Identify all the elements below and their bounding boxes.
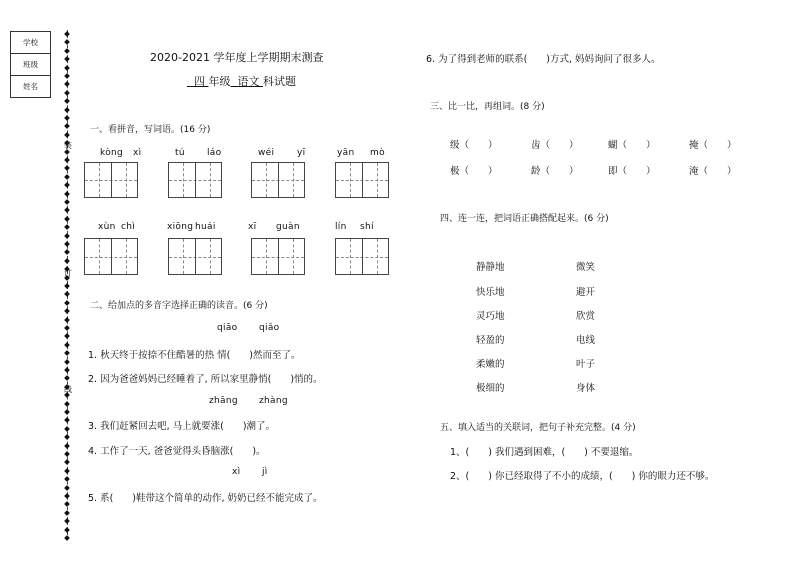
compare-3b: 即（ ） (608, 166, 656, 177)
binding-diamond (64, 166, 70, 172)
match-left-item[interactable]: 灵巧地 (476, 311, 505, 322)
conjunction-item-1: 1、( ) 我们遇到困难，( ) 不要退缩。 (450, 447, 639, 458)
binding-diamond (64, 216, 70, 222)
compare-1a: 级（ ） (450, 140, 498, 151)
writing-grid[interactable] (168, 238, 222, 275)
exam-title: 2020-2021 学年度上学期期末测查 (150, 51, 324, 64)
writing-grid[interactable] (84, 238, 138, 275)
binding-diamond (64, 124, 70, 130)
binding-diamond (64, 31, 70, 37)
grade-label: 年级 (208, 75, 231, 88)
binding-diamond (64, 468, 70, 474)
question-4: 4. 工作了一天, 爸爸觉得头昏脑涨( )。 (88, 446, 266, 457)
binding-diamond (64, 367, 70, 373)
reading-option-qiao3: qiǎo (259, 323, 280, 333)
school-label: 学校 (11, 32, 51, 54)
pinyin-3a: wéi (258, 148, 275, 158)
match-left-item[interactable]: 静静地 (476, 262, 505, 273)
binding-diamond (64, 82, 70, 88)
binding-diamond (64, 460, 70, 466)
pinyin-1b: xì (133, 148, 142, 158)
question-1: 1. 秋天终于按捺不住酷暑的热 情( )然而至了。 (88, 350, 301, 361)
match-right-item[interactable]: 避开 (576, 287, 596, 298)
compare-3a: 蝴（ ） (608, 140, 656, 151)
binding-diamond (64, 418, 70, 424)
writing-grid[interactable] (251, 162, 305, 198)
binding-diamond (64, 191, 70, 197)
binding-diamond (64, 115, 70, 121)
binding-diamond (64, 376, 70, 382)
match-right-item[interactable]: 欣赏 (576, 311, 596, 322)
binding-diamond (64, 527, 70, 533)
binding-diamond (64, 535, 70, 541)
match-left-item[interactable]: 极细的 (476, 383, 505, 394)
reading-option-ji: jì (262, 467, 268, 477)
binding-diamond (64, 443, 70, 449)
match-right-item[interactable]: 电线 (576, 335, 596, 346)
binding-diamond (64, 56, 70, 62)
compare-1b: 极（ ） (450, 166, 498, 177)
pinyin-3b: yī (297, 148, 306, 158)
binding-diamond (64, 426, 70, 432)
writing-grid[interactable] (84, 162, 138, 198)
binding-char-zhuang: 装 (64, 141, 72, 150)
exam-subtitle (187, 73, 296, 89)
binding-diamond (64, 308, 70, 314)
binding-diamond (64, 401, 70, 407)
binding-diamond (64, 292, 70, 298)
binding-diamond (64, 73, 70, 79)
pinyin-6b: huái (195, 222, 216, 232)
pinyin-7a: xī (248, 222, 257, 232)
reading-option-xi: xì (232, 467, 241, 477)
binding-diamond (64, 157, 70, 163)
grade-value: 四 (194, 75, 205, 88)
section4-heading: 四、连一连，把词语正确搭配起来。(6 分) (440, 214, 609, 224)
class-label: 班级 (11, 54, 51, 76)
pinyin-8b: shí (360, 222, 374, 232)
binding-diamond (64, 174, 70, 180)
binding-diamond (64, 182, 70, 188)
name-label: 姓名 (11, 76, 51, 98)
pinyin-5a: xùn (98, 222, 116, 232)
reading-option-zhang3: zhāng (209, 396, 238, 406)
section1-heading: 一、看拼音，写词语。(16 分) (90, 125, 211, 135)
pinyin-5b: chì (121, 222, 136, 232)
question-6: 6. 为了得到老师的联系( )方式, 妈妈询问了很多人。 (426, 54, 661, 65)
pinyin-4b: mò (370, 148, 385, 158)
binding-diamond (64, 250, 70, 256)
match-left-item[interactable]: 柔嫩的 (476, 359, 505, 370)
pinyin-8a: lín (335, 222, 347, 232)
binding-diamond (64, 409, 70, 415)
writing-grid[interactable] (168, 162, 222, 198)
match-right-item[interactable]: 叶子 (576, 359, 596, 370)
binding-diamond (64, 350, 70, 356)
binding-diamond (64, 107, 70, 113)
question-2: 2. 因为爸爸妈妈已经睡着了, 所以家里静悄( )悄的。 (88, 374, 323, 385)
binding-diamond (64, 502, 70, 508)
section3-heading: 三、比一比，再组词。(8 分) (430, 102, 545, 112)
compare-4b: 淹（ ） (689, 166, 737, 177)
binding-diamond (64, 342, 70, 348)
binding-diamond (64, 317, 70, 323)
pinyin-4a: yān (337, 148, 355, 158)
reading-option-qiao1: qiāo (217, 323, 238, 333)
binding-diamond (64, 224, 70, 230)
section5-heading: 五、填入适当的关联词，把句子补充完整。(4 分) (440, 423, 636, 433)
binding-diamond (64, 359, 70, 365)
compare-2a: 齿（ ） (531, 140, 579, 151)
binding-diamond (64, 233, 70, 239)
match-right-item[interactable]: 身体 (576, 383, 596, 394)
pinyin-1a: kòng (100, 148, 124, 158)
binding-diamond (64, 258, 70, 264)
question-5: 5. 系( )鞋带这个简单的动作, 奶奶已经不能完成了。 (88, 493, 323, 504)
compare-2b: 龄（ ） (531, 166, 579, 177)
match-left-item[interactable]: 快乐地 (476, 287, 505, 298)
conjunction-item-2: 2、( ) 你已经取得了不小的成绩，( ) 你的眼力还不够。 (450, 471, 715, 482)
binding-diamond (64, 65, 70, 71)
question-3: 3. 我们赶紧回去吧, 马上就要涨( )潮了。 (88, 421, 276, 432)
binding-diamond (64, 98, 70, 104)
student-info-table (10, 31, 51, 98)
binding-diamond (64, 48, 70, 54)
subject-value: 语文 (237, 75, 260, 88)
pinyin-6a: xiōng (167, 222, 194, 232)
pinyin-2a: tú (175, 148, 185, 158)
binding-diamond (64, 518, 70, 524)
binding-diamond (64, 451, 70, 457)
binding-diamond (64, 493, 70, 499)
match-left-item[interactable]: 轻盈的 (476, 335, 505, 346)
subject-suffix: 科试题 (263, 75, 296, 88)
match-right-item[interactable]: 微笑 (576, 262, 596, 273)
section2-heading: 二、给加点的多音字选择正确的读音。(6 分) (90, 301, 268, 311)
binding-diamond (64, 283, 70, 289)
binding-char-xian: 线 (64, 385, 72, 394)
writing-grid[interactable] (335, 162, 389, 198)
binding-diamond (64, 241, 70, 247)
pinyin-7b: guàn (276, 222, 300, 232)
binding-diamond (64, 208, 70, 214)
binding-diamond (64, 300, 70, 306)
writing-grid[interactable] (251, 238, 305, 275)
binding-diamond (64, 485, 70, 491)
binding-diamond (64, 476, 70, 482)
binding-char-ding: 订 (64, 269, 72, 278)
binding-diamond (64, 199, 70, 205)
binding-diamond (64, 334, 70, 340)
binding-diamond (64, 40, 70, 46)
binding-diamond (64, 90, 70, 96)
binding-diamond (64, 434, 70, 440)
binding-diamond (64, 510, 70, 516)
pinyin-2b: láo (207, 148, 222, 158)
writing-grid[interactable] (335, 238, 389, 275)
reading-option-zhang4: zhàng (259, 396, 288, 406)
binding-diamond (64, 325, 70, 331)
binding-diamond (64, 132, 70, 138)
compare-4a: 掩（ ） (689, 140, 737, 151)
